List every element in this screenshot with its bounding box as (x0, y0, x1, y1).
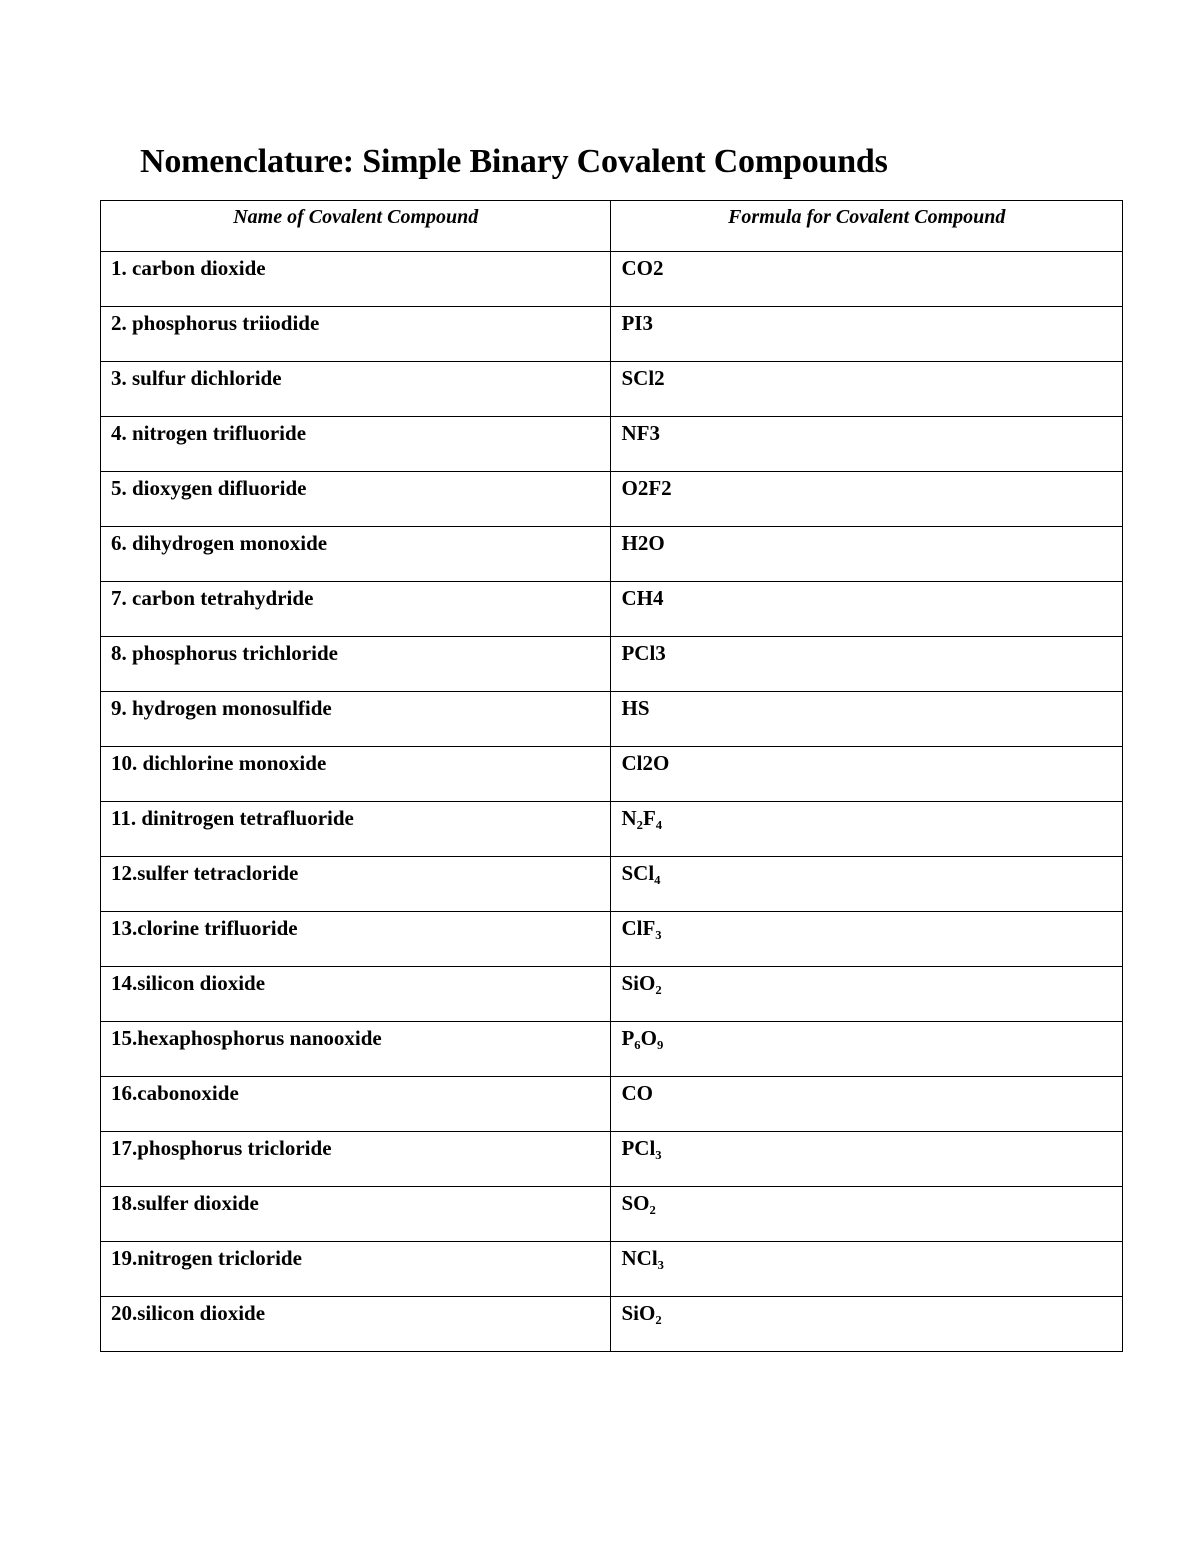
compound-formula[interactable]: P₆O₉ (611, 1022, 1123, 1077)
compound-formula[interactable]: Cl2O (611, 747, 1123, 802)
compound-formula[interactable]: NCl₃ (611, 1242, 1123, 1297)
compound-formula[interactable]: PCl3 (611, 637, 1123, 692)
compound-formula[interactable]: PCl₃ (611, 1132, 1123, 1187)
compound-name: 9. hydrogen monosulfide (101, 692, 611, 747)
table-row (101, 417, 1123, 472)
compound-name: 17.phosphorus tricloride (101, 1132, 611, 1187)
table-row (101, 362, 1123, 417)
compound-formula[interactable]: NF3 (611, 417, 1123, 472)
table-row (101, 912, 1123, 967)
table-row (101, 857, 1123, 912)
compound-formula[interactable]: ClF₃ (611, 912, 1123, 967)
table-row (101, 802, 1123, 857)
compound-name: 4. nitrogen trifluoride (101, 417, 611, 472)
compound-name: 16.cabonoxide (101, 1077, 611, 1132)
table-row (101, 472, 1123, 527)
compound-formula[interactable]: CH4 (611, 582, 1123, 637)
table-row (101, 1077, 1123, 1132)
compound-formula[interactable]: H2O (611, 527, 1123, 582)
compound-name: 8. phosphorus trichloride (101, 637, 611, 692)
compound-name: 2. phosphorus triiodide (101, 307, 611, 362)
compound-name: 3. sulfur dichloride (101, 362, 611, 417)
compound-formula[interactable]: HS (611, 692, 1123, 747)
compound-formula[interactable]: SCl2 (611, 362, 1123, 417)
compound-name: 14.silicon dioxide (101, 967, 611, 1022)
compound-formula[interactable]: PI3 (611, 307, 1123, 362)
compound-name: 12.sulfer tetracloride (101, 857, 611, 912)
table-row (101, 252, 1123, 307)
compounds-table (100, 200, 1123, 1352)
compound-name: 13.clorine trifluoride (101, 912, 611, 967)
compound-name: 1. carbon dioxide (101, 252, 611, 307)
table-row (101, 1132, 1123, 1187)
table-row (101, 1297, 1123, 1352)
table-row (101, 582, 1123, 637)
header-formula: Formula for Covalent Compound (611, 201, 1123, 252)
compound-name: 5. dioxygen difluoride (101, 472, 611, 527)
compound-name: 7. carbon tetrahydride (101, 582, 611, 637)
table-row (101, 527, 1123, 582)
table-row (101, 692, 1123, 747)
table-row (101, 747, 1123, 802)
compound-formula[interactable]: SiO₂ (611, 1297, 1123, 1352)
table-row (101, 967, 1123, 1022)
table-row (101, 1242, 1123, 1297)
compound-formula[interactable]: SiO₂ (611, 967, 1123, 1022)
compound-formula[interactable]: SCl₄ (611, 857, 1123, 912)
compound-name: 11. dinitrogen tetrafluoride (101, 802, 611, 857)
table-row (101, 1187, 1123, 1242)
compound-name: 15.hexaphosphorus nanooxide (101, 1022, 611, 1077)
compound-formula[interactable]: SO₂ (611, 1187, 1123, 1242)
compound-name: 20.silicon dioxide (101, 1297, 611, 1352)
compound-name: 19.nitrogen tricloride (101, 1242, 611, 1297)
compound-name: 10. dichlorine monoxide (101, 747, 611, 802)
compound-name: 18.sulfer dioxide (101, 1187, 611, 1242)
table-header-row (101, 201, 1123, 252)
compound-formula[interactable]: CO2 (611, 252, 1123, 307)
page-title: Nomenclature: Simple Binary Covalent Compounds (140, 143, 888, 180)
compound-formula[interactable]: CO (611, 1077, 1123, 1132)
table-row (101, 1022, 1123, 1077)
table-row (101, 637, 1123, 692)
compound-name: 6. dihydrogen monoxide (101, 527, 611, 582)
table-row (101, 307, 1123, 362)
header-name: Name of Covalent Compound (101, 201, 611, 252)
compound-formula[interactable]: O2F2 (611, 472, 1123, 527)
compound-formula[interactable]: N₂F₄ (611, 802, 1123, 857)
